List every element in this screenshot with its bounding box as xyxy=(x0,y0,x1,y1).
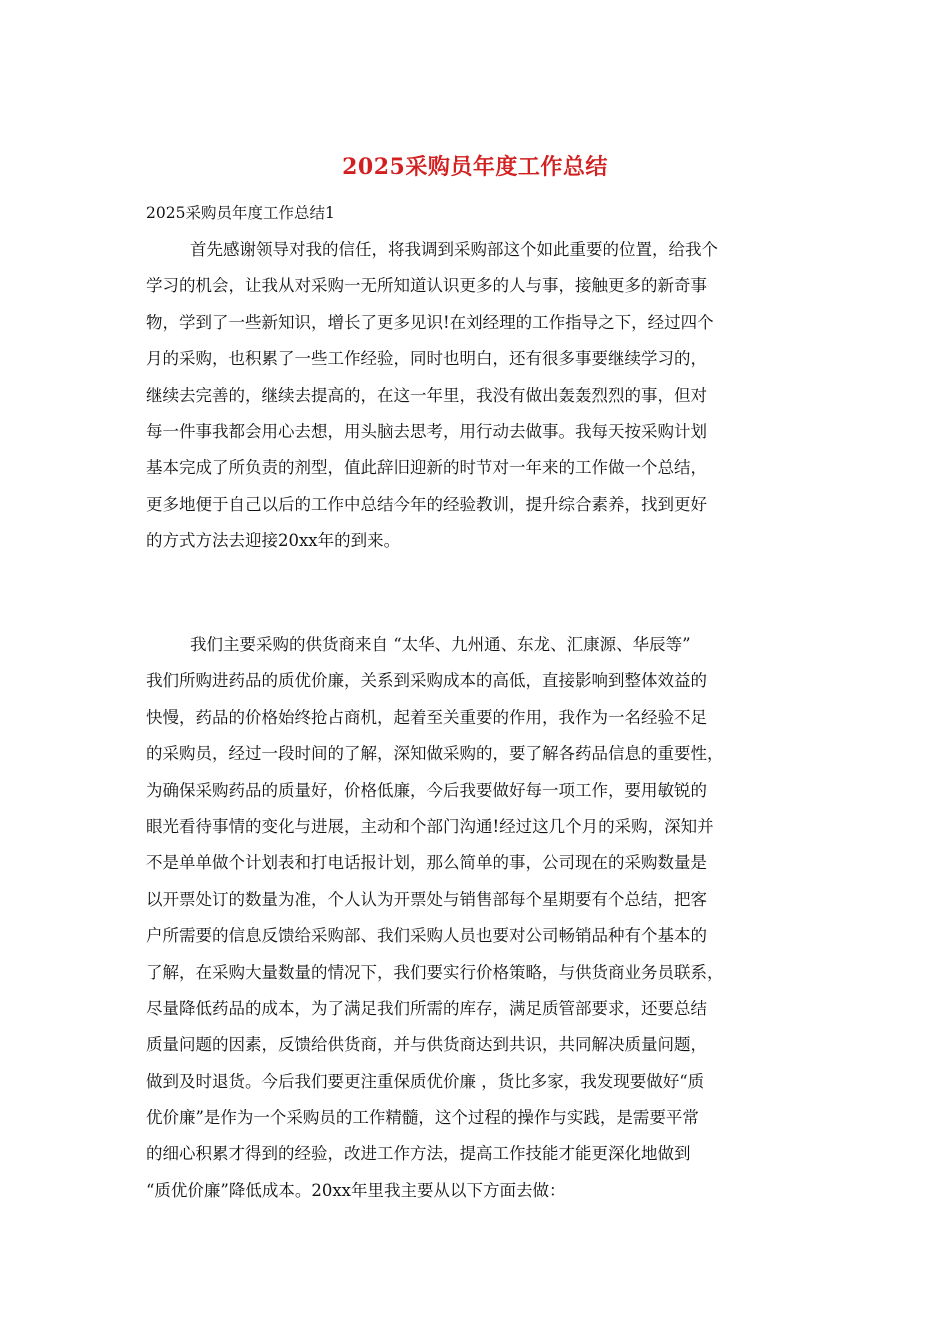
paragraph-line: 的细心积累才得到的经验，改进工作方法，提高工作技能才能更深化地做到 xyxy=(146,1144,691,1164)
paragraph-line: 快慢，药品的价格始终抢占商机，起着至关重要的作用，我作为一名经验不足 xyxy=(146,707,707,727)
paragraph-line: 我们所购进药品的质优价廉，关系到采购成本的高低，直接影响到整体效益的 xyxy=(146,671,707,691)
paragraph-intro xyxy=(146,232,806,560)
paragraph-line: 我们主要采购的供货商来自 “太华、九州通、东龙、汇康源、华辰等” xyxy=(190,635,691,654)
paragraph-suppliers xyxy=(146,627,806,1209)
paragraph-line: 首先感谢领导对我的信任，将我调到采购部这个如此重要的位置，给我个 xyxy=(190,240,718,259)
paragraph-line: 学习的机会，让我从对采购一无所知道认识更多的人与事，接触更多的新奇事 xyxy=(146,276,707,296)
paragraph-line: 眼光看待事情的变化与进展，主动和个部门沟通!经过这几个月的采购，深知并 xyxy=(146,816,714,836)
paragraph-line: 为确保采购药品的质量好，价格低廉，今后我要做好每一项工作，要用敏锐的 xyxy=(146,780,707,800)
document-subtitle: 2025采购员年度工作总结1 xyxy=(146,204,335,222)
paragraph-line: 尽量降低药品的成本，为了满足我们所需的库存，满足质管部要求，还要总结 xyxy=(146,998,707,1018)
document-title: 2025采购员年度工作总结 xyxy=(342,154,608,180)
paragraph-line: 继续去完善的，继续去提高的，在这一年里，我没有做出轰轰烈烈的事，但对 xyxy=(146,385,707,405)
paragraph-line: 以开票处订的数量为准，个人认为开票处与销售部每个星期要有个总结，把客 xyxy=(146,889,707,909)
paragraph-line: 更多地便于自己以后的工作中总结今年的经验教训，提升综合素养，找到更好 xyxy=(146,494,707,514)
paragraph-line: 每一件事我都会用心去想，用头脑去思考，用行动去做事。我每天按采购计划 xyxy=(146,421,707,441)
paragraph-line: “质优价廉”降低成本。20xx年里我主要从以下方面去做： xyxy=(146,1180,566,1200)
paragraph-line: 物，学到了一些新知识，增长了更多见识!在刘经理的工作指导之下，经过四个 xyxy=(146,312,714,332)
paragraph-line: 的采购员，经过一段时间的了解，深知做采购的，要了解各药品信息的重要性， xyxy=(146,744,724,764)
paragraph-line: 的方式方法去迎接20xx年的到来。 xyxy=(146,531,401,551)
paragraph-line: 户所需要的信息反馈给采购部、我们采购人员也要对公司畅销品种有个基本的 xyxy=(146,926,707,946)
paragraph-line: 了解，在采购大量数量的情况下，我们要实行价格策略，与供货商业务员联系， xyxy=(146,962,724,982)
paragraph-line: 优价廉”是作为一个采购员的工作精髓，这个过程的操作与实践，是需要平常 xyxy=(146,1108,699,1128)
paragraph-line: 不是单单做个计划表和打电话报计划，那么简单的事，公司现在的采购数量是 xyxy=(146,853,707,873)
paragraph-line: 质量问题的因素，反馈给供货商，并与供货商达到共识，共同解决质量问题， xyxy=(146,1035,707,1055)
paragraph-line: 月的采购，也积累了一些工作经验，同时也明白，还有很多事要继续学习的， xyxy=(146,349,707,369)
paragraph-line: 做到及时退货。今后我们要更注重保质优价廉 ，货比多家，我发现要做好“质 xyxy=(146,1071,705,1091)
paragraph-line: 基本完成了所负责的剂型，值此辞旧迎新的时节对一年来的工作做一个总结， xyxy=(146,458,707,478)
